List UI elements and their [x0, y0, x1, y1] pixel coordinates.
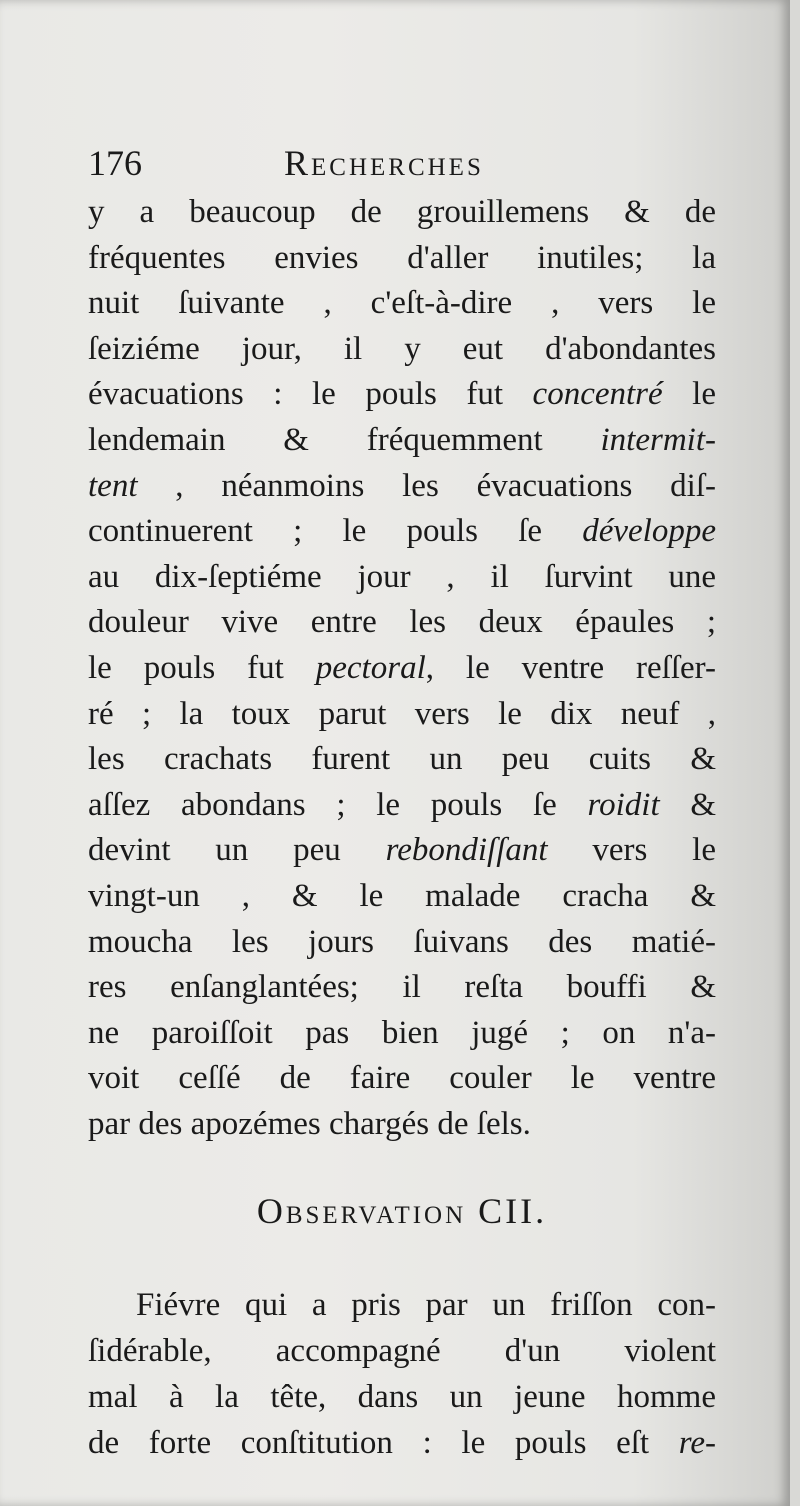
text-line: fréquentes envies d'aller inutiles; la — [88, 239, 716, 276]
text-run: le pouls fut — [88, 649, 316, 686]
text-run: vers le — [547, 832, 717, 869]
text-run: devint un peu — [88, 832, 386, 869]
text-run: , le ventre reſſer- — [425, 649, 716, 686]
italic-term: pectoral — [315, 649, 426, 686]
text-line: douleur vive entre les deux épaules ; — [88, 604, 716, 641]
text-run: lendemain & fréquemment — [88, 421, 601, 458]
text-line: vingt-un , & le malade cracha & — [88, 877, 716, 914]
text-line: moucha les jours ſuivans des matié- — [88, 923, 716, 960]
text-run: & — [659, 786, 716, 823]
text-line: voit ceſſé de faire couler le ventre — [88, 1060, 716, 1097]
page-number: 176 — [88, 143, 142, 183]
text-line — [88, 464, 716, 510]
running-head: Recherches — [284, 143, 484, 183]
text-line: Fiévre qui a pris par un friſſon con- — [136, 1287, 716, 1323]
text-run: de forte conſtitution : le pouls eſt — [88, 1425, 679, 1461]
text-run: évacuations : le pouls fut — [88, 376, 533, 413]
text-line: ſeiziéme jour, il y eut d'abondantes — [88, 330, 716, 367]
paragraph-continued — [88, 190, 716, 1147]
italic-term: concentré — [532, 376, 663, 413]
section-heading: Observation CII. — [256, 1191, 548, 1231]
text-line: y a beaucoup de grouillemens & de — [88, 194, 716, 230]
text-line — [88, 828, 716, 874]
text-line: ré ; la toux parut vers le dix neuf , — [88, 695, 716, 732]
italic-term: rebondiſſant — [385, 832, 548, 869]
italic-term: re- — [678, 1425, 716, 1461]
text-run: le — [662, 376, 716, 413]
text-line: nuit ſuivante , c'eſt-à-dire , vers le — [88, 285, 716, 322]
page-header — [88, 142, 718, 190]
text-line: res enſanglantées; il reſta bouffi & — [88, 969, 716, 1006]
text-line: ne paroiſſoit pas bien jugé ; on n'a- — [88, 1014, 716, 1051]
italic-term: tent — [88, 467, 138, 504]
text-line: ſidérable, accompagné d'un violent — [88, 1333, 716, 1369]
italic-term: intermit- — [600, 421, 716, 458]
text-run: , néanmoins les évacuations diſ- — [137, 467, 716, 504]
text-line — [88, 646, 716, 692]
text-run: continuerent ; le pouls ſe — [88, 513, 583, 550]
text-line: au dix-ſeptiéme jour , il ſurvint une — [88, 558, 716, 595]
text-line: par des apozémes chargés de ſels. — [88, 1105, 531, 1142]
text-line — [88, 372, 716, 418]
text-line — [88, 783, 716, 829]
text-line — [88, 418, 716, 464]
text-line: mal à la tête, dans un jeune homme — [88, 1379, 716, 1415]
text-line: les crachats furent un peu cuits & — [88, 741, 716, 778]
paragraph-observation — [88, 1282, 716, 1466]
italic-term: développe — [582, 513, 716, 550]
text-run: aſſez abondans ; le pouls ſe — [88, 786, 588, 823]
text-line — [88, 509, 716, 555]
italic-term: roidit — [587, 786, 660, 823]
text-line — [88, 1420, 716, 1466]
